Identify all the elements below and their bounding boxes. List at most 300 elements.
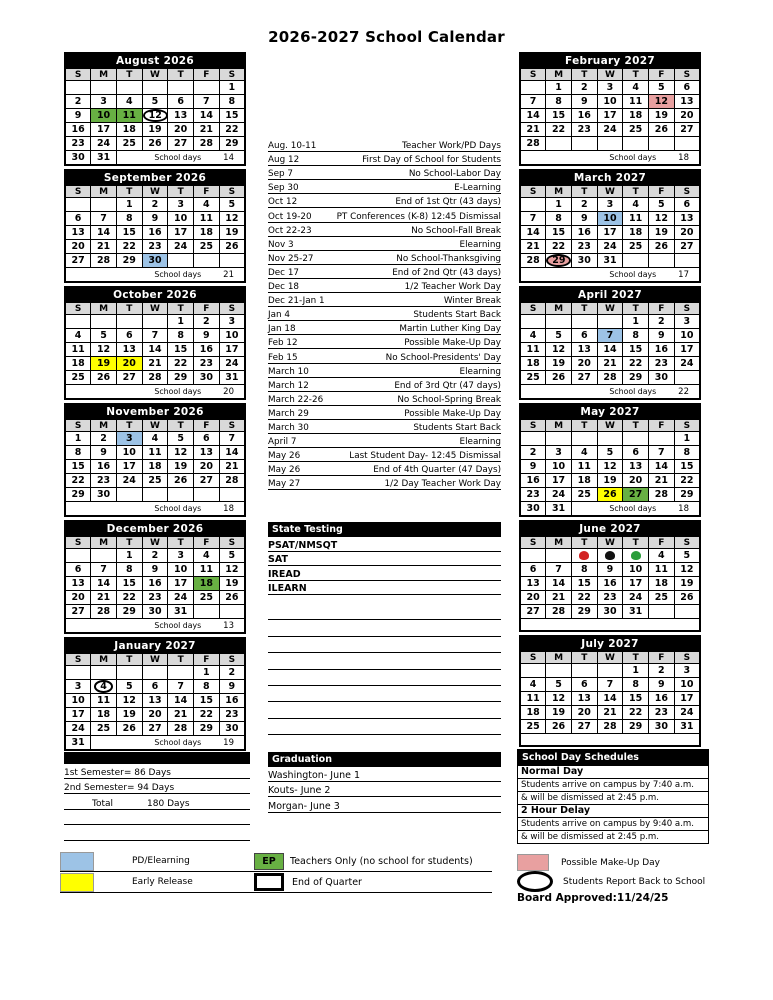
day-cell: 4: [623, 198, 649, 212]
event-description: End of 3rd Qtr (47 days): [394, 380, 501, 391]
event-row: [268, 392, 501, 406]
school-days-label: School days: [609, 387, 657, 396]
day-cell: [65, 198, 91, 212]
month-title: April 2027: [520, 287, 700, 303]
schedules-header: School Day Schedules: [517, 749, 709, 766]
school-days-cell: [65, 385, 245, 400]
day-cell: 30: [142, 254, 168, 268]
day-cell: [546, 549, 572, 563]
graduation-item: Kouts- June 2: [268, 782, 501, 797]
day-cell: 30: [219, 722, 245, 736]
day-cell: [597, 664, 623, 678]
students-report-label: Students Report Back to School: [563, 876, 706, 887]
day-cell: 17: [168, 226, 194, 240]
day-cell: 22: [623, 357, 649, 371]
day-cell: 30: [649, 371, 675, 385]
day-cell: 26: [168, 474, 194, 488]
day-cell: 9: [219, 680, 245, 694]
event-row: [268, 335, 501, 349]
weekday-header: T: [623, 303, 649, 315]
event-description: Teacher Work/PD Days: [402, 141, 501, 152]
day-cell: [649, 605, 675, 619]
day-cell: 22: [674, 474, 700, 488]
day-cell: 27: [168, 137, 194, 151]
blank-line: [268, 653, 501, 669]
semester-total-label: Total: [92, 798, 114, 809]
day-cell: 8: [571, 563, 597, 577]
schedule-row: 2 Hour Delay: [517, 804, 709, 819]
day-cell: [65, 549, 91, 563]
school-days-footer: [66, 387, 244, 397]
day-cell: 13: [116, 343, 142, 357]
day-cell: 7: [194, 95, 220, 109]
semester-total-value: 180 Days: [147, 798, 190, 809]
month-calendar: [519, 286, 701, 400]
event-row: [268, 448, 501, 462]
weekday-header: W: [142, 69, 168, 81]
day-cell: 1: [116, 198, 142, 212]
event-date: May 26: [268, 465, 301, 476]
day-cell: 17: [168, 577, 194, 591]
day-cell: [219, 254, 245, 268]
weekday-header: M: [91, 654, 117, 666]
day-cell: [571, 549, 597, 563]
day-cell: [91, 549, 117, 563]
day-cell: 29: [194, 722, 220, 736]
weekday-header: S: [674, 652, 700, 664]
day-cell: 2: [142, 198, 168, 212]
day-cell: 2: [65, 95, 91, 109]
event-row: [268, 349, 501, 363]
day-cell: 16: [219, 694, 245, 708]
day-cell: 11: [520, 692, 546, 706]
day-cell: 19: [168, 460, 194, 474]
day-cell: 13: [674, 212, 700, 226]
day-cell: 26: [219, 591, 245, 605]
day-cell: 16: [649, 692, 675, 706]
day-cell: 24: [597, 123, 623, 137]
state-testing-item: PSAT/NMSQT: [268, 537, 501, 552]
day-cell: 21: [91, 240, 117, 254]
day-cell: 8: [168, 329, 194, 343]
weekday-header: F: [649, 303, 675, 315]
day-cell: 21: [142, 357, 168, 371]
day-cell: [623, 137, 649, 151]
day-cell: 10: [597, 95, 623, 109]
event-row: [268, 152, 501, 166]
state-testing-header: State Testing: [268, 522, 501, 537]
circled-day: 29: [546, 254, 571, 267]
weekday-header: W: [597, 652, 623, 664]
event-row: [268, 279, 501, 293]
event-date: March 29: [268, 408, 309, 419]
day-cell: 18: [194, 226, 220, 240]
day-cell: 6: [116, 329, 142, 343]
day-cell: 14: [168, 694, 194, 708]
day-cell: [571, 432, 597, 446]
school-days-footer: [91, 738, 244, 748]
weekday-header: S: [520, 420, 546, 432]
event-date: March 30: [268, 422, 309, 433]
day-cell: 2: [649, 664, 675, 678]
day-cell: 7: [520, 212, 546, 226]
month-title: March 2027: [520, 170, 700, 186]
day-cell: 3: [674, 315, 700, 329]
circle-oval-icon: [517, 871, 553, 892]
day-cell: 8: [116, 563, 142, 577]
day-cell: 2: [571, 81, 597, 95]
day-cell: 16: [142, 226, 168, 240]
legend-left: [60, 851, 492, 893]
weekday-header: S: [219, 303, 245, 315]
day-cell: 4: [571, 446, 597, 460]
weekday-header: S: [65, 303, 91, 315]
day-cell: 16: [194, 343, 220, 357]
day-cell: 23: [571, 240, 597, 254]
day-cell: 30: [91, 488, 117, 502]
day-cell: 22: [623, 706, 649, 720]
day-cell: 20: [142, 708, 168, 722]
day-cell: 21: [168, 708, 194, 722]
day-cell: 5: [91, 329, 117, 343]
day-cell: 5: [597, 446, 623, 460]
month-title: February 2027: [520, 53, 700, 69]
weekday-header: T: [116, 537, 142, 549]
day-cell: 12: [649, 95, 675, 109]
school-days-label: School days: [154, 387, 202, 396]
weekday-header: W: [142, 420, 168, 432]
day-cell: 26: [91, 371, 117, 385]
weekday-header: M: [91, 186, 117, 198]
weekday-header: F: [649, 652, 675, 664]
blank-line: [268, 702, 501, 718]
day-cell: 19: [674, 577, 700, 591]
day-cell: 15: [623, 343, 649, 357]
weekday-header: T: [623, 537, 649, 549]
event-description: No School-Presidents' Day: [385, 352, 501, 363]
day-cell: 15: [546, 226, 572, 240]
event-date: Dec 18: [268, 282, 300, 293]
event-date: Feb 12: [268, 338, 298, 349]
day-cell: 24: [597, 240, 623, 254]
blank-line: [268, 620, 501, 636]
day-cell: 27: [142, 722, 168, 736]
day-cell: 25: [649, 591, 675, 605]
day-cell: [546, 137, 572, 151]
weekday-header: S: [520, 537, 546, 549]
day-cell: 23: [142, 591, 168, 605]
blank-ruled-lines: [268, 604, 501, 735]
day-cell: [520, 315, 546, 329]
event-description: End of 2nd Qtr (43 days): [392, 267, 501, 278]
weekday-header: T: [571, 420, 597, 432]
day-cell: 8: [623, 678, 649, 692]
day-cell: 27: [65, 605, 91, 619]
school-days-label: School days: [609, 270, 657, 279]
day-cell: [142, 81, 168, 95]
blank-line: [64, 810, 250, 826]
month-calendar: [519, 520, 701, 632]
day-cell: 17: [546, 474, 572, 488]
day-cell: 28: [219, 474, 245, 488]
day-cell: 13: [194, 446, 220, 460]
weekday-header: S: [674, 69, 700, 81]
day-cell: 10: [91, 109, 117, 123]
day-cell: 26: [674, 591, 700, 605]
event-date: May 26: [268, 451, 301, 462]
month-calendar: [519, 169, 701, 283]
day-cell: [168, 81, 194, 95]
weekday-header: T: [571, 652, 597, 664]
day-cell: 30: [65, 151, 91, 166]
day-cell: [571, 315, 597, 329]
day-cell: 10: [65, 694, 91, 708]
day-cell: 24: [116, 474, 142, 488]
day-cell: [674, 371, 700, 385]
day-cell: 4: [649, 549, 675, 563]
day-cell: [116, 488, 142, 502]
weekday-header: T: [571, 69, 597, 81]
day-cell: 17: [116, 460, 142, 474]
event-description: Possible Make-Up Day: [404, 408, 501, 419]
day-cell: 16: [91, 460, 117, 474]
school-days-label: School days: [154, 153, 202, 162]
day-cell: 14: [597, 692, 623, 706]
day-cell: 24: [674, 706, 700, 720]
day-cell: [520, 549, 546, 563]
day-cell: 15: [194, 694, 220, 708]
weekday-header: F: [194, 420, 220, 432]
day-cell: [597, 432, 623, 446]
day-cell: 13: [142, 694, 168, 708]
day-cell: [91, 81, 117, 95]
day-cell: [91, 198, 117, 212]
weekday-header: S: [65, 186, 91, 198]
day-cell: 18: [194, 577, 220, 591]
months-column-left: [64, 52, 246, 754]
school-days-value: 17: [678, 269, 689, 280]
day-cell: 5: [546, 329, 572, 343]
day-cell: 19: [649, 226, 675, 240]
state-testing-block: [268, 522, 501, 595]
weekday-header: F: [194, 654, 220, 666]
day-cell: 26: [649, 240, 675, 254]
event-date: Dec 17: [268, 267, 300, 278]
day-cell: 16: [142, 577, 168, 591]
day-cell: 31: [65, 736, 91, 751]
day-cell: 27: [623, 488, 649, 502]
day-cell: 27: [65, 254, 91, 268]
day-cell: 23: [520, 488, 546, 502]
day-cell: 28: [649, 488, 675, 502]
day-cell: 7: [520, 95, 546, 109]
day-cell: 6: [571, 329, 597, 343]
day-cell: 1: [116, 549, 142, 563]
day-cell: 5: [168, 432, 194, 446]
day-cell: [520, 664, 546, 678]
day-cell: 13: [571, 692, 597, 706]
event-row: [268, 434, 501, 448]
school-days-value: 22: [678, 386, 689, 397]
event-row: [268, 237, 501, 251]
day-cell: 14: [520, 109, 546, 123]
day-cell: [546, 315, 572, 329]
event-description: No School-Thanksgiving: [396, 253, 501, 264]
day-cell: 1: [546, 198, 572, 212]
day-cell: 15: [168, 343, 194, 357]
day-cell: 18: [91, 708, 117, 722]
day-cell: 3: [674, 664, 700, 678]
day-cell: 11: [142, 446, 168, 460]
day-cell: 31: [674, 720, 700, 734]
weekday-header: S: [65, 537, 91, 549]
weekday-header: M: [546, 186, 572, 198]
day-cell: 5: [219, 549, 245, 563]
day-cell: [65, 81, 91, 95]
day-cell: 19: [649, 109, 675, 123]
school-days-cell: [571, 502, 700, 517]
day-cell: 3: [91, 95, 117, 109]
weekday-header: S: [674, 420, 700, 432]
day-cell: 26: [546, 371, 572, 385]
day-cell: 9: [91, 446, 117, 460]
day-cell: [649, 432, 675, 446]
day-cell: 31: [219, 371, 245, 385]
day-cell: 24: [674, 357, 700, 371]
day-cell: 14: [546, 577, 572, 591]
day-cell: 25: [571, 488, 597, 502]
day-cell: 7: [91, 563, 117, 577]
school-days-value: 18: [223, 503, 234, 514]
day-cell: 6: [142, 680, 168, 694]
day-cell: [571, 664, 597, 678]
graduation-marker-icon: [605, 551, 615, 560]
day-cell: [546, 432, 572, 446]
school-days-value: 14: [223, 152, 234, 163]
empty-footer-cell: [520, 619, 700, 632]
day-cell: 11: [623, 95, 649, 109]
day-cell: 23: [571, 123, 597, 137]
day-cell: 30: [649, 720, 675, 734]
day-cell: 5: [649, 81, 675, 95]
event-date: April 7: [268, 437, 297, 448]
day-cell: 10: [623, 563, 649, 577]
school-days-cell: [520, 268, 700, 283]
event-date: May 27: [268, 479, 301, 490]
month-title: January 2027: [65, 638, 245, 654]
day-cell: 19: [219, 226, 245, 240]
month-calendar: [64, 637, 246, 751]
day-cell: [91, 666, 117, 680]
day-cell: 27: [674, 240, 700, 254]
day-cell: 29: [623, 720, 649, 734]
day-cell: [623, 549, 649, 563]
day-cell: 12: [649, 212, 675, 226]
day-cell: 28: [520, 254, 546, 268]
day-cell: 10: [674, 329, 700, 343]
day-cell: [674, 137, 700, 151]
day-cell: 8: [546, 95, 572, 109]
day-cell: 18: [623, 226, 649, 240]
weekday-header: T: [168, 69, 194, 81]
legend-row-1: [60, 851, 492, 872]
day-cell: 2: [520, 446, 546, 460]
day-cell: 20: [520, 591, 546, 605]
day-cell: 27: [571, 720, 597, 734]
day-cell: 7: [219, 432, 245, 446]
event-description: Students Start Back: [413, 310, 501, 321]
day-cell: 17: [674, 692, 700, 706]
month-title: June 2027: [520, 521, 700, 537]
day-cell: 18: [116, 123, 142, 137]
day-cell: 16: [65, 123, 91, 137]
day-cell: 22: [168, 357, 194, 371]
weekday-header: S: [65, 654, 91, 666]
weekday-header: S: [520, 186, 546, 198]
weekday-header: W: [142, 537, 168, 549]
event-row: [268, 223, 501, 237]
school-days-cell: [65, 268, 245, 283]
day-cell: [194, 488, 220, 502]
day-cell: 4: [520, 678, 546, 692]
day-cell: 5: [674, 549, 700, 563]
day-cell: 13: [571, 343, 597, 357]
event-row: [268, 321, 501, 335]
day-cell: [168, 488, 194, 502]
day-cell: 4: [194, 549, 220, 563]
day-cell: 23: [194, 357, 220, 371]
day-cell: 2: [91, 432, 117, 446]
day-cell: 10: [168, 212, 194, 226]
day-cell: 5: [116, 680, 142, 694]
weekday-header: T: [168, 654, 194, 666]
day-cell: 5: [649, 198, 675, 212]
day-cell: 3: [546, 446, 572, 460]
day-cell: 8: [546, 212, 572, 226]
event-date: Jan 18: [268, 324, 296, 335]
day-cell: 15: [571, 577, 597, 591]
weekday-header: M: [91, 537, 117, 549]
day-cell: 3: [219, 315, 245, 329]
day-cell: [520, 198, 546, 212]
day-cell: 31: [623, 605, 649, 619]
day-cell: 29: [674, 488, 700, 502]
day-cell: 3: [597, 198, 623, 212]
day-cell: 4: [65, 329, 91, 343]
school-days-footer: [66, 270, 244, 280]
day-cell: 23: [649, 357, 675, 371]
school-days-value: 20: [223, 386, 234, 397]
event-description: Last Student Day- 12:45 Dismissal: [349, 451, 501, 462]
blank-line: [268, 686, 501, 702]
day-cell: 22: [546, 240, 572, 254]
event-description: Students Start Back: [413, 422, 501, 433]
day-cell: 11: [65, 343, 91, 357]
event-description: Possible Make-Up Day: [404, 338, 501, 349]
month-title: December 2026: [65, 521, 245, 537]
pd-elearning-swatch: [60, 852, 94, 871]
day-cell: 27: [571, 371, 597, 385]
day-cell: 20: [65, 240, 91, 254]
day-cell: [520, 81, 546, 95]
day-cell: 21: [546, 591, 572, 605]
day-cell: 6: [65, 212, 91, 226]
school-days-footer: [117, 153, 244, 163]
day-cell: 12: [91, 343, 117, 357]
school-days-cell: [520, 151, 700, 166]
day-cell: [623, 254, 649, 268]
day-cell: 9: [649, 329, 675, 343]
